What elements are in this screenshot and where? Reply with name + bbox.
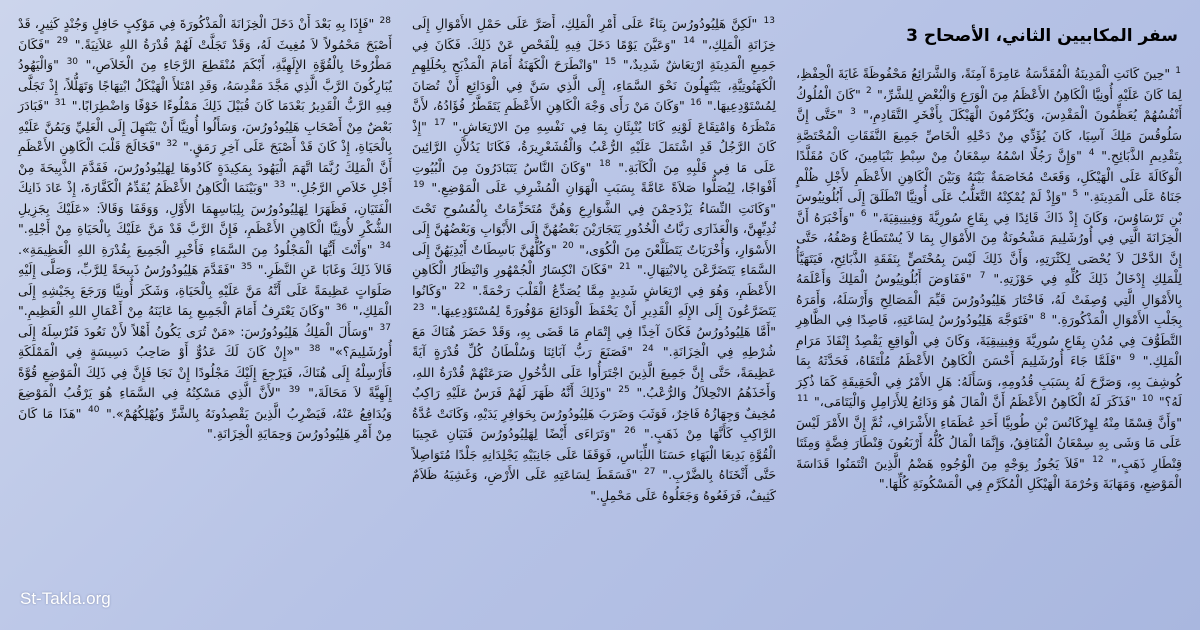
verse-text: "وَكَانَ مَنْ رَأَى وَجْهَ الْكَاهِنِ الأَعْظَمِ يَتَقَطَّرُ فُؤَادُهُ، لأَنَّ مَنْظَرَهُ وَامْتِقَاعَ لَوْنِهِ كَانَا يُنْبِئَانِ بِمَا فِي نَفْسِهِ مِنَ الارْتِعَاشِ.": [412, 98, 776, 134]
verse-text: "كَانَ الْمُلُوكُ أَنْفُسُهُمْ يُعَظِّمُونَ الْمَقْدِسَ، وَيُكَرِّمُونَ الْهَيْكَلَ بِأَفْخَرِ التَّقَادِمِ،": [796, 86, 1182, 122]
verse-text: "وَكَانَ النَّاسُ يَتَبَادَرُونَ مِنَ الْبُيُوتِ أَفْوَاجًا، لِيُصَلُّوا صَلاَةً عَامَّةً بِسَبَبِ الْهَوَانِ الْمُشْرِفِ عَلَى الْمَوْضِعِ.": [412, 159, 776, 195]
verse-number: 19: [413, 179, 425, 190]
verse-text: "فَإِذَا بِهِ بَعْدَ أَنْ دَخَلَ الْخِزَانَةَ الْمَذْكُورَةَ فِي مَوْكِبٍ حَافِلٍ وَجُنْدٍ كَثِيرٍ، قَدْ أَصْبَحَ مَحْمُولاً لاَ مُغِيثَ لَهُ، وَقَدْ تَجَلَّتْ لَهُمْ قُدْرَةُ اللهِ عَلاَنِيَةً.": [18, 16, 392, 52]
verse-number: 24: [642, 343, 654, 354]
verse-number: 8: [1039, 311, 1046, 322]
verse-text: "فَفَاوَضَ أَبُلُونِيُوسُ الْمَلِكَ وَأَعْلَمَهُ بِالأَمْوَالِ الَّتِي وُصِفَتْ لَهُ، فَاخْتَارَ هَلِيُودُورُسَ قَيِّمَ الْمَصَالِحِ وَأَرْسَلَهُ، وَأَمَرَهُ بِجَلْبِ الأَمْوَالِ الْمَذْكُورَةِ.": [796, 271, 1183, 327]
verse-number: 13: [763, 15, 775, 26]
verse-text: "إِذْ كَانَ الرَّجُلُ قَدِ اشْتَمَلَ عَلَيْهِ الرُّعْبُ وَالْقُشَعْرِيرَةُ، فَكَانَا يَدُلاَّنِ الرَّائِينَ عَلَى مَا فِي قَلْبِهِ مِنَ الْكَآبَةِ.": [412, 118, 776, 175]
verse-number: 35: [240, 261, 253, 272]
verse-text: "وَأَنَّ قِسْمًا مِنْهُ لِهِرْكَانُسَ بْنِ طُوبِيَّا أَحَدِ عُظَمَاءِ الأَشْرَافِ، ثُمَّ إِنَّ الأَمْرَ لَيْسَ عَلَى مَا وَشَى بِهِ سِمْعَانُ الْمُنَافِقُ، وَإِنَّمَا الْمَالُ كُلُّهُ أَرْبَعُونَ قِنْطَارَ فِضَّةٍ وَمِئَتَا قِنْطَارِ ذَهَبٍ،": [796, 414, 1182, 471]
verse-number: 12: [1092, 455, 1104, 466]
verse-text: "فَلاَ يَجُوزُ بِوَجْهٍ مِنَ الْوُجُوهِ هَضْمُ الَّذِينَ ائْتَمَنُوا قَدَاسَةَ الْمَوْضِعِ، وَمَهَابَةَ وَحُرْمَةَ الْهَيْكَلِ الْمُكَرَّمِ فِي الْمَسْكُونَةِ كُلِّهَا.": [796, 455, 1182, 491]
column-middle: [402, 14, 786, 630]
verse-text: "وَكَانُوا يَتَضَرَّعُونَ إِلَى الإِلَهِ الْقَدِيرِ أَنْ يَحْفَظَ الْوَدَائِعَ مَوْفُورَةً لِمُسْتَوْدِعِيهَا.": [412, 282, 776, 318]
column-right: [786, 14, 1192, 630]
verse-text: "وَكَانَ يَعْتَرِفُ أَمَامَ الْجَمِيعِ بِمَا عَايَنَهُ مِنْ أَعْمَالِ اللهِ الْعَظِيمِ.": [18, 303, 331, 318]
verse-number: 3: [850, 106, 856, 117]
verse-text: "فَتَوَجَّهَ هَلِيُودُورُسُ لِسَاعَتِهِ، قَاصِدًا فِي الظَّاهِرِ التَّطَوُّفَ فِي مُدُنِ بِقَاعِ سُورِيَّةَ وَفِينِيقِيَةَ، وَكَانَ فِي الْوَاقِعِ يَقْصِدُ إِنْفَاذَ مَرَامِ الْمَلِكِ.": [796, 312, 1182, 368]
verse-number: 28: [379, 15, 391, 26]
column-left: [8, 14, 402, 630]
column-text: [18, 14, 392, 445]
verse-text: "لَكِنَّ هَلِيُودُورُسَ بِنَاءً عَلَى أَمْرِ الْمَلِكِ، أَصَرَّ عَلَى حَمْلِ الأَمْوَالِ إِلَى خِزَانَةِ الْمَلِكِ،": [412, 16, 776, 52]
verse-number: 6: [860, 209, 867, 220]
verse-number: 31: [54, 97, 67, 108]
verse-text: "وَأَخْبَرَهُ أَنَّ الْخِزَانَةَ الَّتِي فِي أُورُشَلِيمَ مَشْحُونَةٌ مِنَ الأَمْوَالِ بِمَا لاَ يُسْتَطَاعُ وَصْفُهُ، حَتَّى إِنَّ الدَّخْلَ لاَ يُحْصَى لِكَثْرَتِهِ، وَأَنَّ ذَلِكَ لَيْسَ بِمُخْتَصٍّ بِنَفَقَةِ الذَّبَائِحِ، فَيَتَهَيَّأُ لِلْمَلِكِ إِدْخَالُ ذَلِكَ كُلِّهِ فِي حَوْزَتِهِ.": [796, 209, 1182, 286]
verse-number: 20: [562, 241, 574, 252]
verse-number: 17: [434, 118, 446, 129]
page-title: سفر المكابيين الثاني، الأصحاح 3: [906, 26, 1178, 46]
verse-number: 29: [56, 36, 69, 47]
verse-number: 14: [683, 36, 695, 47]
verse-number: 39: [288, 384, 301, 395]
verse-number: 33: [273, 179, 286, 190]
verse-text: "فَلَمَّا جَاءَ أُورُشَلِيمَ أَحْسَنَ الْكَاهِنُ الأَعْظَمُ مُلْتَقَاهُ، فَحَدَّثَهُ بِمَا كُوشِفَ بِهِ، وَصَرَّحَ لَهُ بِسَبَبِ قُدُومِهِ، وَسَأَلَهُ: هَلِ الأَمْرُ فِي الْحَقِيقَةِ كَمَا ذُكِرَ لَهُ؟": [796, 353, 1182, 409]
verse-number: 34: [379, 241, 391, 252]
verse-number: 16: [690, 97, 702, 108]
verse-number: 26: [624, 425, 636, 436]
verse-number: 27: [644, 466, 656, 477]
verse-text: "وَذَلِكَ أَنَّهُ ظَهَرَ لَهُمْ فَرَسٌ عَلَيْهِ رَاكِبٌ مُخِيفٌ وَجِهَازُهُ فَاخِرٌ، فَوَثَبَ وَضَرَبَ هَلِيُودُورُسَ بِحَوَافِرِ يَدَيْهِ، وَكَانَتْ عُدَّةُ الرَّاكِبِ كَأَنَّهَا مِنْ ذَهَبٍ.": [412, 385, 776, 441]
verse-number: 1: [1175, 65, 1181, 76]
verse-text: "وَسَأَلَ الْمَلِكُ هَلِيُودُورُسَ: «مَنْ تُرَى يَكُونُ أَهْلاً لأَنْ نَعُودَ فَنُرْسِلَهُ إِلَى أُورُشَلِيمَ؟»": [18, 323, 392, 359]
column-text: [796, 64, 1182, 495]
verse-number: 10: [1141, 393, 1154, 404]
verse-text: "وَكُلُّهُنَّ بَاسِطَاتٌ أَيْدِيَهُنَّ إِلَى السَّمَاءِ يَتَضَرَّعْنَ بِالابْتِهَالِ.": [412, 241, 776, 277]
verse-number: 21: [619, 261, 631, 272]
verse-text: "وَأَنْتَ أَيُّهَا الْمَجْلُودُ مِنَ السَّمَاءِ فَأَخْبِرِ الْجَمِيعَ بِقُدْرَةِ اللهِ الْعَظِيمَةِ». قَالاَ ذَلِكَ وَغَابَا عَنِ النَّظَرِ.": [18, 241, 392, 277]
verse-number: 4: [1088, 147, 1095, 158]
verse-text: "أَمَّا هَلِيُودُورُسُ فَكَانَ آخِذًا فِي إِتْمَامِ مَا قَضَى بِهِ، وَقَدْ حَضَرَ هُنَاكَ مَعَ شُرْطِهِ فِي الْخِزَانَةِ.": [412, 323, 776, 359]
verse-text: "فَذَكَرَ لَهُ الْكَاهِنُ الأَعْظَمُ أَنَّ الْمَالَ هُوَ وَدَائِعُ لِلأَرَامِلِ وَالْيَتَامَى،": [814, 394, 1137, 409]
verse-text: "فَسَقَطَ لِسَاعَتِهِ عَلَى الأَرْضِ، وَغَشِيَهُ ظَلاَمٌ كَثِيفٌ، فَرَفَعُوهُ وَجَعَلُوهُ عَلَى مَحْمِلٍ.": [412, 467, 776, 503]
verse-number: 15: [604, 56, 617, 67]
verse-text: "وَبَيْنَمَا الْكَاهِنُ الأَعْظَمُ يُقَدِّمُ الْكَفَّارَةَ، إِذْ عَادَ ذَانِكَ الْفَتَيَانِ، فَظَهَرَا لِهَلِيُودُورُسَ بِلِبَاسِهِمَا الأَوَّلِ، وَوَقَفَا وَقَالاَ: «عَلَيْكَ بِجَزِيلِ الشُّكْرِ لأُونِيَّا الْكَاهِنِ الأَعْظَمِ، فَإِنَّ الرَّبَّ قَدْ مَنَّ عَلَيْكَ بِالْحَيَاةِ مِنْ أَجْلِهِ.": [18, 180, 392, 236]
verse-text: "فَقَدَّمَ هَلِيُودُورُسُ ذَبِيحَةً لِلرَّبِّ، وَصَلَّى إِلَيْهِ صَلَوَاتٍ عَظِيمَةً عَلَى أَنَّهُ مَنَّ عَلَيْهِ بِالْحَيَاةِ، وَشَكَرَ أُونِيَّا وَرَجَعَ بِجَيْشِهِ إِلَى الْمَلِكِ،": [18, 262, 392, 318]
verse-number: 38: [308, 343, 321, 354]
verse-number: 9: [1129, 352, 1136, 363]
verse-text: "فَخَالَجَ قَلْبَ الْكَاهِنِ الأَعْظَمِ أَنَّ الْمَلِكَ رُبَّمَا اتَّهَمَ الْيَهُودَ بِمَكِيدَةٍ كَادُوهَا لِهَلِيُودُورُسَ، فَقَدَّمَ الذَّبِيحَةَ مِنْ أَجْلِ خَلاَصِ الرَّجُلِ.": [18, 139, 392, 195]
verse-text: "وَكَانَتِ النِّسَاءُ يَزْدَحِمْنَ فِي الشَّوَارِعِ وَهُنَّ مُتَحَزِّمَاتٌ بِالْمُسُوحِ تَحْتَ ثُدِيِّهِنَّ، وَالْعَذَارَى رَبَّاتُ الْخُدُورِ يَتَجَارَيْنَ بَعْضُهُنَّ إِلَى الأَبْوَابِ وَبَعْضُهُنَّ إِلَى الأَسْوَارِ، وَأُخْرَيَاتٌ يَتَطَلَّعْنَ مِنَ الْكُوَى،": [412, 200, 776, 257]
verse-text: "حَتَّى إِنَّ سَلُوقُسَ مَلِكَ آسِيَا، كَانَ يُؤَدِّي مِنْ دَخْلِهِ الْخَاصِّ جَمِيعَ النَّفَقَاتِ الْمُخْتَصَّةِ بِتَقْدِيمِ الذَّبَائِحِ.": [796, 107, 1182, 163]
verse-text: "وَإِنَّ رَجُلًا اسْمُهُ سِمْعَانُ مِنْ سِبْطِ بَنْيَامِينَ، كَانَ مُقَلَّدًا الْوَكَالَةَ عَلَى الْهَيْكَلِ، وَقَعَتْ مُخَاصَمَةٌ بَيْنَهُ وَبَيْنَ الْكَاهِنِ الأَعْظَمِ لأَجْلِ ظُلْمٍ جَنَاهُ عَلَى الْمَدِينَةِ.": [796, 148, 1182, 204]
verse-number: 2: [866, 86, 872, 97]
verse-text: "لأَنَّ الَّذِي مَسْكِنُهُ فِي السَّمَاءِ هُوَ يَرْقُبُ الْمَوْضِعَ وَيُدَافِعُ عَنْهُ، فَيَضْرِبُ الَّذِينَ يَقْصِدُونَهُ بِالشَّرِّ وَيُهْلِكُهُمْ».": [18, 385, 392, 421]
verse-number: 11: [797, 393, 809, 404]
verse-text: "حِينَ كَانَتِ الْمَدِينَةُ الْمُقَدَّسَةُ عَامِرَةً آمِنَةً، وَالشَّرَائِعُ مَحْفُوظَةً غَايَةَ الْحِفْظِ، لِمَا كَانَ عَلَيْهِ أُونِيَّا الْكَاهِنُ الأَعْظَمُ مِنَ الْوَرَعِ وَالْبُغْضِ لِلشَّرِّ،": [796, 66, 1182, 102]
verse-number: 37: [379, 323, 391, 334]
verse-text: "فَبَادَرَ بَعْضٌ مِنْ أَصْحَابِ هَلِيُودُورُسَ، وَسَأَلُوا أُونِيَّا أَنْ يَبْتَهِلَ إِلَى الْعَلِيِّ وَيَمُنَّ عَلَيْهِ بِالْحَيَاةِ، إِذْ كَانَ قَدْ أَصْبَحَ عَلَى آخِرِ رَمَقٍ.": [18, 98, 392, 154]
verse-number: 23: [413, 302, 425, 313]
verse-text: "هَذَا مَا كَانَ مِنْ أَمْرِ هَلِيُودُورُسَ وَحِمَايَةِ الْخِزَانَةِ.": [18, 405, 392, 441]
verse-text: "وَانْطَرَحَ الْكَهَنَةُ أَمَامَ الْمَذْبَحِ بِحُلَلِهِمِ الْكَهَنُوتِيَّةِ، يَبْتَهِلُونَ نَحْوَ السَّمَاءِ، إِلَى الَّذِي سَنَّ فِي الْوَدَائِعِ أَنْ تُصَانَ لِمُسْتَوْدِعِيهَا.": [412, 57, 776, 113]
verse-text: "وَالْيَهُودُ يُبَارِكُونَ الرَّبَّ الَّذِي مَجَّدَ مَقْدِسَهُ، وَقَدِ امْتَلأَ الْهَيْكَلُ ابْتِهَاجًا وَتَهَلُّلاً، إِذْ تَجَلَّى فِيهِ الرَّبُّ الْقَدِيرُ بَعْدَمَا كَانَ قُبَيْلَ ذَلِكَ مَمْلُوءًا خَوْفًا وَاضْطِرَابًا.": [18, 57, 393, 113]
verse-number: 25: [618, 384, 630, 395]
column-text: [412, 14, 776, 506]
verse-number: 30: [66, 56, 79, 67]
verse-text: "وَإِذْ لَمْ يُمْكِنْهُ التَّغَلُّبُ عَلَى أُونِيَّا انْطَلَقَ إِلَى أَبُلُونِيُوسَ بْنِ تَرْسَاوُسَ، وَكَانَ إِذْ ذَاكَ قَائِدًا فِي بِقَاعِ سُورِيَّةَ وَفِينِيقِيَةَ،": [796, 189, 1182, 225]
verse-text: "وَتَرَاءَى أَيْضًا لِهَلِيُودُورُسَ فَتَيَانِ عَجِيبَا الْقُوَّةِ بَدِيعَا الْبَهَاءِ حَسَنَا اللِّبَاسِ، فَوَقَفَا عَلَى جَانِبَيْهِ يَجْلِدَانِهِ جَلْدًا مُتَوَاصِلاً حَتَّى أَثْخَنَاهُ بِالضَّرْبِ.": [412, 426, 776, 482]
verse-number: 5: [1072, 188, 1079, 199]
verse-text: "وَعَيَّنَ يَوْمًا دَخَلَ فِيهِ لِلْفَحْصِ عَنْ ذَلِكَ. فَكَانَ فِي جَمِيعِ الْمَدِينَةِ ارْتِعَاشٌ شَدِيدٌ،": [412, 36, 776, 72]
verse-number: 36: [335, 302, 348, 313]
verse-number: 7: [979, 270, 986, 281]
verse-number: 40: [87, 405, 100, 416]
watermark: St-Takla.org: [20, 589, 111, 608]
verse-text: "«إِنْ كَانَ لَكَ عَدُوٌّ أَوْ صَاحِبُ دَسِيسَةٍ فِي الْمَمْلَكَةِ فَأَرْسِلْهُ إِلَى هُنَاكَ، فَيَرْجِعَ إِلَيْكَ مَجْلُودًا إِنْ نَجَا فَإِنَّ فِي ذَلِكَ الْمَوْضِعِ قُوَّةً إِلَهِيَّةً لاَ مَحَالَةَ،": [18, 344, 393, 400]
verse-number: 18: [599, 159, 611, 170]
verse-number: 32: [166, 138, 178, 149]
verse-number: 22: [454, 282, 466, 293]
verse-text: "فَكَانَ انْكِسَارُ الْجُمْهُورِ وَانْتِظَارُ الْكَاهِنِ الأَعْظَمِ، وَهُوَ فِي ارْتِعَاشٍ شَدِيدٍ مِمَّا يُصَدِّعُ الْقَلْبَ رَحْمَةً.": [412, 262, 776, 298]
verse-text: "فَكَانَ مَطْرُوحًا بِالْقُوَّةِ الإِلَهِيَّةِ، أَبْكَمَ مُنْقَطِعَ الرَّجَاءِ مِنَ الْخَلاَصِ،": [18, 36, 392, 72]
verse-text: "فَصَنَعَ رَبُّ آبَائِنَا وَسُلْطَانُ كُلِّ قُدْرَةٍ آيَةً عَظِيمَةً، حَتَّى إِنَّ جَمِيعَ الَّذِينَ اجْتَرَأُوا عَلَى الدُّخُولِ صَرَعَتْهُمْ قُدْرَةُ اللهِ، وَأَخَذَهُمُ الانْحِلاَلُ وَالرُّعْبُ.": [412, 344, 776, 400]
